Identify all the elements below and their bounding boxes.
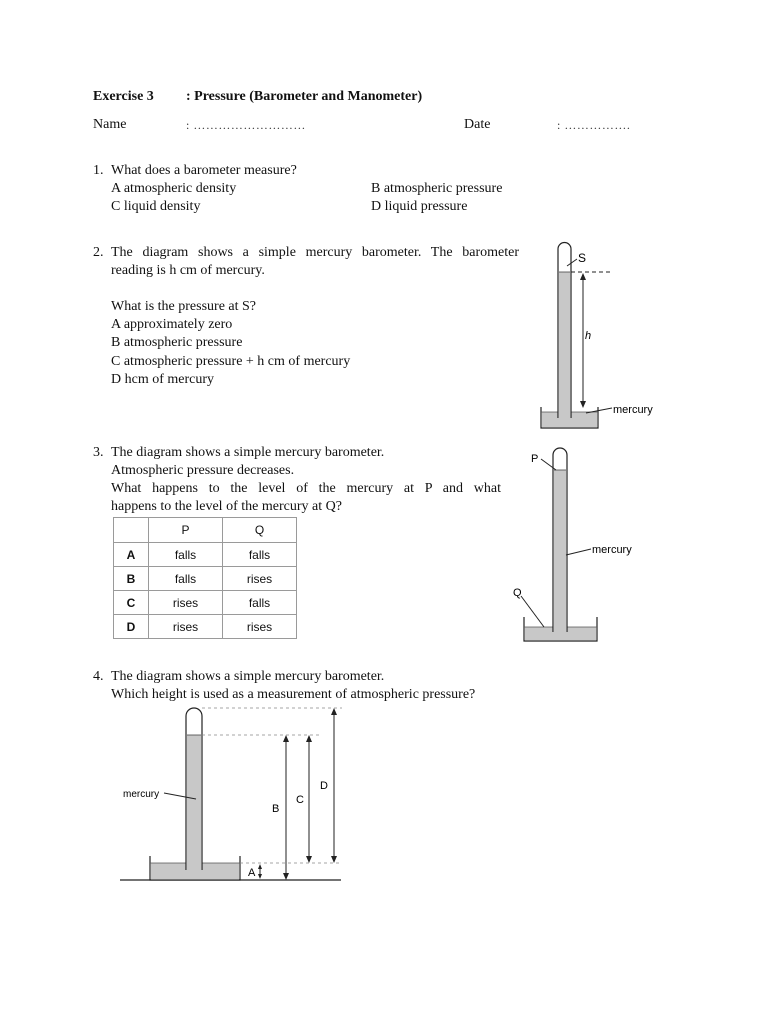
date-field[interactable]: : ……………. [557, 118, 631, 132]
table-header-cell: P [149, 518, 223, 543]
name-field[interactable]: : ……………………… [186, 118, 306, 132]
q3-text-line3: What happens to the level of the mercury at P and what [111, 481, 501, 496]
table-row [114, 543, 297, 567]
q2-question: What is the pressure at S? [111, 299, 257, 314]
q2-text-line2: reading is h cm of mercury. [111, 263, 265, 278]
q2-label-h: h [585, 330, 592, 342]
q4-text-line1: The diagram shows a simple mercury barometer. [111, 669, 385, 684]
q3-barometer-diagram [505, 440, 655, 645]
table-cell: falls [149, 543, 223, 567]
q3-label-mercury: mercury [592, 544, 632, 556]
q4-text-line2: Which height is used as a measurement of atmospheric pressure? [111, 687, 476, 702]
table-cell: B [114, 567, 149, 591]
q4-label-d: D [320, 780, 328, 792]
q4-label-a: A [248, 867, 256, 879]
q3-label-q: Q [513, 587, 522, 599]
q3-number: 3. [93, 445, 104, 460]
q3-answer-table [113, 517, 297, 639]
q2-number: 2. [93, 245, 104, 260]
table-cell: A [114, 543, 149, 567]
q3-text-line1: The diagram shows a simple mercury barometer. [111, 445, 385, 460]
table-cell: falls [223, 591, 297, 615]
q4-label-c: C [296, 794, 304, 806]
table-row [114, 591, 297, 615]
q2-barometer-diagram [530, 235, 670, 430]
name-label: Name [93, 117, 127, 132]
q4-barometer-diagram [110, 700, 360, 890]
q1-question: What does a barometer measure? [111, 163, 297, 178]
table-header-cell [114, 518, 149, 543]
table-header-cell: Q [223, 518, 297, 543]
table-cell: rises [223, 615, 297, 639]
q3-text-line4: happens to the level of the mercury at Q? [111, 499, 342, 514]
q1-option-b: B atmospheric pressure [371, 181, 503, 196]
table-cell: rises [223, 567, 297, 591]
q2-label-mercury: mercury [613, 404, 653, 416]
q2-option-d: D hcm of mercury [111, 372, 215, 387]
q1-option-d: D liquid pressure [371, 199, 468, 214]
q2-option-c: C atmospheric pressure + h cm of mercury [111, 354, 351, 369]
q4-number: 4. [93, 669, 104, 684]
date-label: Date [464, 117, 491, 132]
q1-option-c: C liquid density [111, 199, 201, 214]
q2-text-line1: The diagram shows a simple mercury barometer. The barometer [111, 245, 519, 260]
table-header-row [114, 518, 297, 543]
table-cell: rises [149, 615, 223, 639]
q1-number: 1. [93, 163, 104, 178]
exercise-number: Exercise 3 [93, 89, 154, 104]
q4-label-b: B [272, 803, 280, 815]
table-cell: falls [149, 567, 223, 591]
table-cell: C [114, 591, 149, 615]
q2-option-b: B atmospheric pressure [111, 335, 243, 350]
table-cell: falls [223, 543, 297, 567]
table-cell: D [114, 615, 149, 639]
table-row [114, 567, 297, 591]
q2-label-s: S [578, 251, 587, 265]
q3-text-line2: Atmospheric pressure decreases. [111, 463, 295, 478]
table-cell: rises [149, 591, 223, 615]
q3-label-p: P [531, 453, 539, 465]
q4-label-mercury: mercury [123, 789, 160, 800]
page-title: : Pressure (Barometer and Manometer) [186, 89, 423, 104]
q2-option-a: A approximately zero [111, 317, 233, 332]
q1-option-a: A atmospheric density [111, 181, 237, 196]
table-row [114, 615, 297, 639]
